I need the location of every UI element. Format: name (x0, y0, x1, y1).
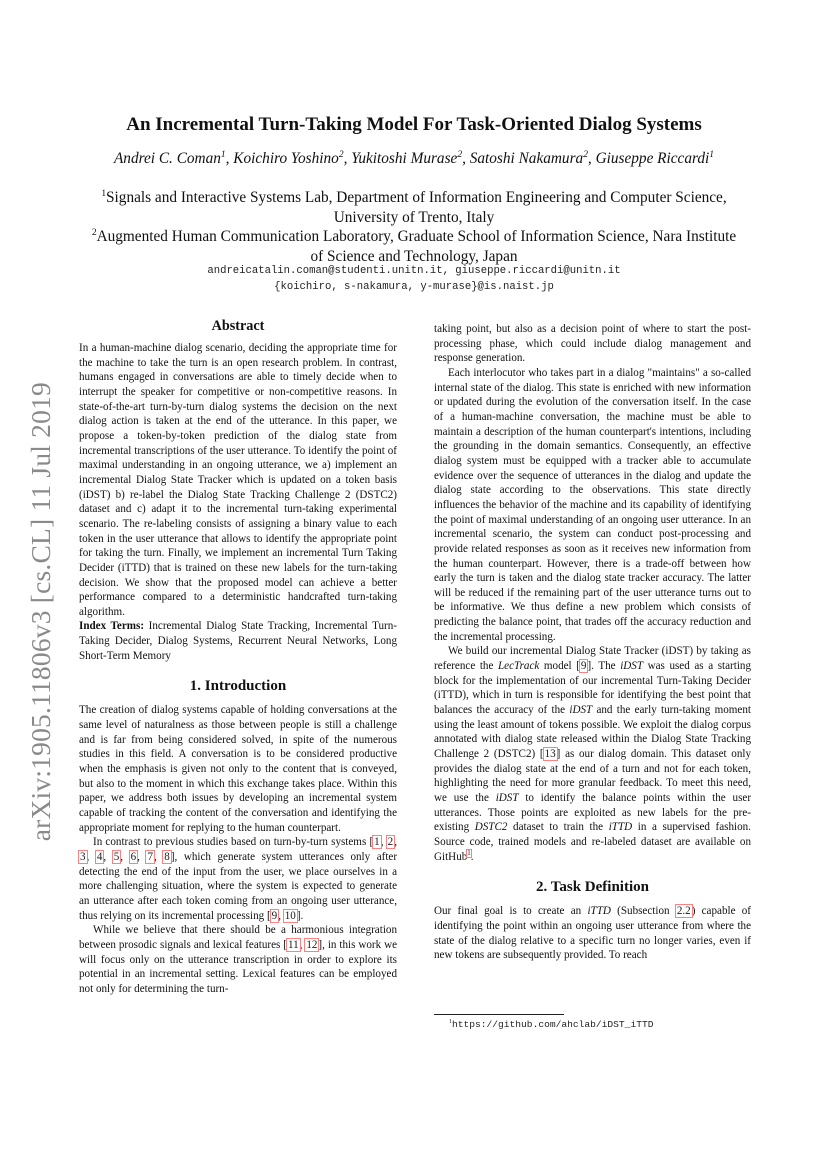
citation-link[interactable]: 11 (287, 938, 299, 951)
abstract-heading: Abstract (211, 318, 265, 334)
body-paragraph: Our final goal is to create an iTTD (Subsection 2.2) capable of identifying the point within an ongoing user utterance from where the state of the dialog relative to a specific turn no longer varies, even if new tokens are subsequently provided. To reach (434, 905, 752, 962)
body-paragraph: We build our incremental Dialog State Tracker (iDST) by taking as reference the LecTrack model [9]. The iDST was used as a starting block for the implementation of our incremental Turn-Taking Decider (iTTD), which in turn is responsible for identifying the best point that balances the accuracy of the iDST and the early turn-taking moment using the least amount of tokens possible. We exploit the dialog corpus annotated with dialog state released within the Dialog State Tracking Challenge 2 (DSTC2) [13] as our dialog domain. This dataset only provides the dialog state at the end of a turn and not for each token, highlighting the need for more granular feedback. To meet this need, we use the iDST to identify the balance points within the user utterances. Those points are exploited as new labels for the pre-existing DSTC2 dataset to train the iTTD in a supervised fashion. Source code, trained models and re-labeled dataset are available on GitHub$^1$. (434, 645, 752, 863)
citation-link[interactable]: 9 (271, 909, 278, 922)
citation-link[interactable]: 2 (387, 836, 394, 849)
affiliations (84, 188, 744, 266)
footnote-divider (434, 1014, 564, 1015)
author: Andrei C. Coman$^1$ (113, 149, 226, 167)
left-column (79, 318, 397, 997)
author: Giuseppe Riccardi$^1$ (595, 149, 715, 167)
subsection-link[interactable]: 2.2 (676, 905, 691, 918)
author-emails (80, 264, 748, 295)
email-line: {koichiro, s-nakamura, y-murase}@is.naist.jp (274, 280, 554, 293)
body-paragraph: taking point, but also as a decision point of where to start the post-processing phase, which could include dialog management and response generation. (434, 323, 751, 365)
author: Satoshi Nakamura$^2$ (469, 149, 588, 167)
author: Yukitoshi Murase$^2$ (351, 149, 463, 167)
right-column (434, 322, 751, 963)
citation-link[interactable]: 6 (130, 851, 137, 863)
affiliation: $^2$Augmented Human Communication Laboratory, Graduate School of Information Science, Nara Institute of Science and Technology, Japan (91, 227, 737, 265)
section-heading-task-definition: 2. Task Definition (536, 879, 649, 896)
section-heading-introduction: 1. Introduction (189, 678, 287, 695)
citation-link[interactable]: 1 (374, 836, 380, 849)
intro-paragraph: The creation of dialog systems capable of holding conversations at the same level of naturalness as those between people is still a challenge and is far from being considered solved, in spite of the numerous studies in this field. A conversation is to be considered productive when the emphasis is given not only to the content that is conveyed, but also to the moment in which this exchange takes place. Within this paper, we address both issues by developing an incremental system capable of tracking the content of the conversation and identifying the appropriate moment for replying to the human counterpart. (79, 704, 397, 834)
intro-paragraph: While we believe that there should be a harmonious integration between prosodic signals and lexical features [11, 12], in this work we will focus only on the utterance transcription in order to explore its potential in an incremental setting. Lexical features can be employed not only for determining the turn- (79, 924, 397, 995)
citation-link[interactable]: 10 (284, 909, 296, 922)
arxiv-stamp: arXiv:1905.11806v3 [cs.CL] 11 Jul 2019 (25, 382, 56, 842)
citation-link[interactable]: 13 (544, 748, 556, 761)
affiliation: $^1$Signals and Interactive Systems Lab, Department of Information Engineering and Computer Science, University of Trento, Italy (101, 188, 727, 226)
index-terms: Index Terms: Incremental Dialog State Tracking, Incremental Turn-Taking Decider, Dialog Systems, Recurrent Neural Networks, Long Short-Term Memory (79, 620, 397, 662)
citation-link[interactable]: 4 (96, 851, 103, 863)
email-line: andreicatalin.coman@studenti.unitn.it, giuseppe.riccardi@unitn.it (207, 265, 621, 277)
citation-link[interactable]: 8 (164, 851, 170, 863)
citation-link[interactable]: 12 (306, 938, 318, 951)
citation-link[interactable]: 3 (80, 851, 86, 863)
author-list: Andrei C. Coman$^1$, Koichiro Yoshino$^2$, Yukitoshi Murase$^2$, Satoshi Nakamura$^2$, Giuseppe Riccardi$^1$ (113, 149, 715, 167)
intro-paragraph: In contrast to previous studies based on turn-by-turn systems [1, 2, 3, 4, 5, 6, 7, 8], which generate system utterances only after detecting the end of the input from the user, we place ourselves in a more challenging situation, where the system is expected to generate an utterance after each token coming from an ongoing user utterance, thus relying on its incremental processing [9, 10]. (79, 836, 398, 922)
footnote: $^1$https://github.com/ahclab/iDST_iTTD (449, 1018, 654, 1030)
abstract-text: In a human-machine dialog scenario, deciding the appropriate time for the machine to take the turn is an open research problem. In contrast, humans engaged in conversations are able to timely decide when to interrupt the speaker for competitive or non-competitive reasons. In state-of-the-art turn-by-turn dialog systems the decision on the next dialog action is taken at the end of the utterance. In this paper, we propose a token-by-token prediction of the dialog state from incremental transcriptions of the user utterance. To identify the point of maximal understanding in an ongoing utterance, we a) implement an incremental Dialog State Tracker which is updated on a token basis (iDST) b) re-label the Dialog State Tracking Challenge 2 (DSTC2) dataset and c) adapt it to the incremental turn-taking experimental scenario. The re-labeling consists of assigning a binary value to each token in the user utterance that allows to identify the appropriate point for taking the turn. Finally, we implement an incremental Turn Taking Decider (iTTD) that is trained on these new labels for the turn-taking decision. We show that the proposed model can achieve a better performance compared to a deterministic handcrafted turn-taking algorithm. (79, 342, 397, 618)
author: Koichiro Yoshino$^2$ (233, 149, 344, 167)
citation-link[interactable]: 7 (147, 851, 153, 863)
paper-title: An Incremental Turn-Taking Model For Task-Oriented Dialog Systems (126, 114, 702, 135)
citation-link[interactable]: 9 (580, 660, 587, 673)
body-paragraph: Each interlocutor who takes part in a dialog "maintains" a so-called internal state of the dialog. This state is enriched with new information or updated during the evolution of the conversation itself. In the case of a human-machine conversation, the machine must be able to maintain a description of the human counterpart's intentions, including the grounding in the domain semantics. Consequently, an effective dialog system must be equipped with a tracker able to accumulate evidence over the sequence of utterances in the dialog and update the dialog state according to the observations. This state directly influences the behavior of the machine and its capability of identifying the point of maximal understanding of an ongoing user utterance. In an incremental scenario, the system can conduct post-processing and provide related responses as soon as it receives new information from the human counterpart. However, there is a trade-off between how early the turn is taken and the dialog state tracker accuracy. The latter will be reduced if the remaining part of the user utterance turns out to be informative. We thus define a new problem which consists of predicting the balance point, that trades off the accuracy reduction and the incremental processing. (434, 366, 751, 643)
footnote-url[interactable]: https://github.com/ahclab/iDST_iTTD (451, 1019, 654, 1030)
footnote-marker[interactable]: 1 (467, 849, 471, 857)
citation-link[interactable]: 5 (113, 851, 120, 863)
